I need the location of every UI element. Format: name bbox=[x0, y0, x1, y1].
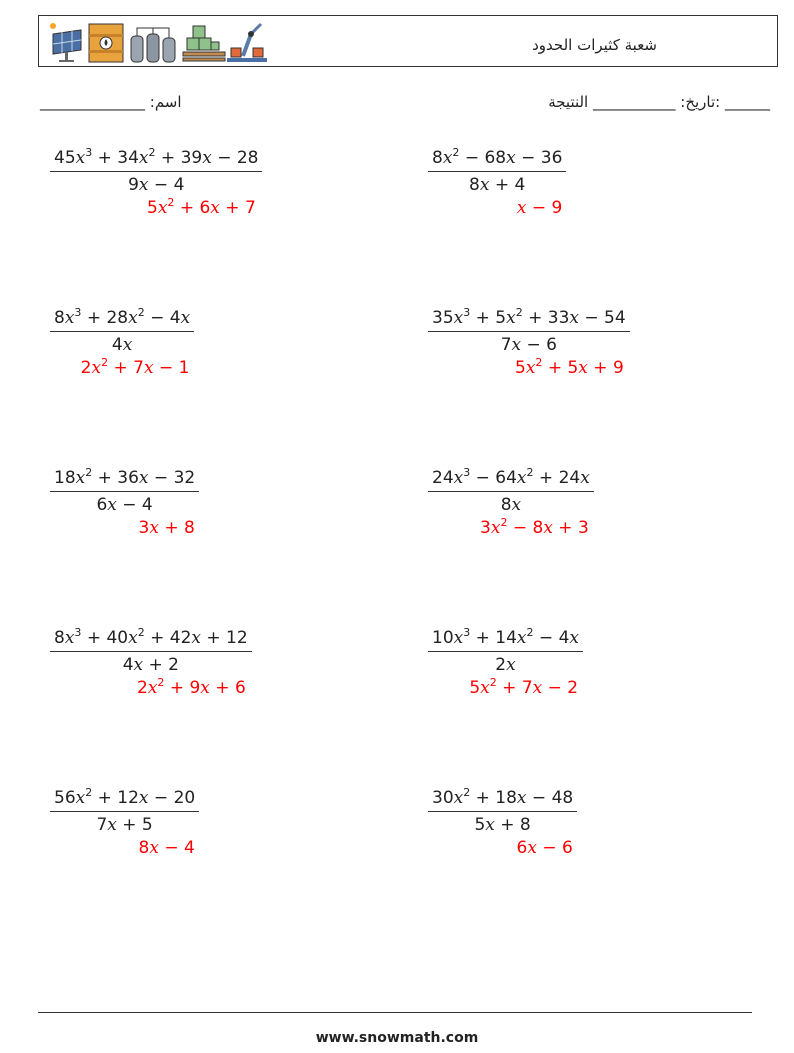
problem-item bbox=[420, 468, 760, 618]
answer: $2x^2 + 7x - 1$ bbox=[80, 356, 190, 378]
fraction bbox=[50, 788, 199, 835]
denominator: 4x bbox=[111, 335, 133, 355]
answer: $5x^2 + 6x + 7$ bbox=[147, 196, 256, 218]
problem-item bbox=[420, 148, 760, 298]
denominator: 2x bbox=[495, 655, 516, 675]
worksheet-header bbox=[38, 15, 778, 67]
denominator: 6x − 4 bbox=[96, 495, 153, 515]
denominator: 4x + 2 bbox=[122, 655, 179, 675]
fraction bbox=[428, 788, 577, 835]
answer: x − 9 bbox=[516, 198, 563, 218]
numerator: $35x^3 + 5x^2 + 33x - 54$ bbox=[428, 308, 630, 332]
problem-item bbox=[420, 308, 760, 458]
problem-item bbox=[42, 308, 382, 458]
answer: $2x^2 + 9x + 6$ bbox=[137, 676, 246, 698]
problem-item bbox=[42, 468, 382, 618]
numerator: $8x^2 - 68x - 36$ bbox=[428, 148, 566, 172]
problem-item bbox=[42, 148, 382, 298]
worksheet-title: شعبة كثيرات الحدود bbox=[532, 36, 657, 54]
numerator: $45x^3 + 34x^2 + 39x - 28$ bbox=[50, 148, 262, 172]
pallet-boxes-icon bbox=[183, 26, 225, 61]
numerator: $56x^2 + 12x - 20$ bbox=[50, 788, 199, 812]
fraction bbox=[428, 308, 630, 355]
solar-panel-icon bbox=[50, 23, 81, 62]
fraction bbox=[428, 468, 594, 515]
fraction bbox=[50, 628, 252, 675]
problem-item bbox=[42, 788, 382, 938]
numerator: $18x^2 + 36x - 32$ bbox=[50, 468, 199, 492]
problem-item bbox=[420, 788, 760, 938]
fraction bbox=[428, 628, 583, 675]
robot-arm-icon bbox=[227, 24, 267, 62]
numerator: $8x^3 + 28x^2 - 4x$ bbox=[50, 308, 194, 332]
footer-divider bbox=[38, 1012, 752, 1013]
oil-barrel-icon bbox=[89, 24, 123, 62]
numerator: $24x^3 - 64x^2 + 24x$ bbox=[428, 468, 594, 492]
denominator: 7x − 6 bbox=[500, 335, 557, 355]
fraction bbox=[50, 148, 262, 195]
answer: 8x − 4 bbox=[138, 838, 195, 858]
footer-url: www.snowmath.com bbox=[315, 1030, 479, 1046]
fraction bbox=[50, 468, 199, 515]
gas-cylinders-icon bbox=[131, 28, 175, 62]
denominator: 9x − 4 bbox=[128, 175, 185, 195]
denominator: 5x + 8 bbox=[474, 815, 531, 835]
answer: $5x^2 + 7x - 2$ bbox=[469, 676, 579, 698]
answer: 6x − 6 bbox=[516, 838, 573, 858]
denominator: 8x bbox=[500, 495, 522, 515]
answer: $5x^2 + 5x + 9$ bbox=[515, 356, 624, 378]
denominator: 8x + 4 bbox=[469, 175, 526, 195]
date-score-field: ______ :تاريخ: ___________ النتيجة bbox=[548, 93, 770, 111]
name-field: اسم: ______________ bbox=[40, 93, 182, 111]
numerator: $8x^3 + 40x^2 + 42x + 12$ bbox=[50, 628, 252, 652]
header-icons bbox=[47, 20, 267, 64]
fraction bbox=[428, 148, 566, 195]
denominator: 7x + 5 bbox=[96, 815, 153, 835]
problem-item bbox=[420, 628, 760, 778]
numerator: $30x^2 + 18x - 48$ bbox=[428, 788, 577, 812]
numerator: $10x^3 + 14x^2 - 4x$ bbox=[428, 628, 583, 652]
answer: $3x^2 - 8x + 3$ bbox=[480, 516, 589, 538]
problem-item bbox=[42, 628, 382, 778]
answer: 3x + 8 bbox=[138, 518, 195, 538]
fraction bbox=[50, 308, 194, 355]
